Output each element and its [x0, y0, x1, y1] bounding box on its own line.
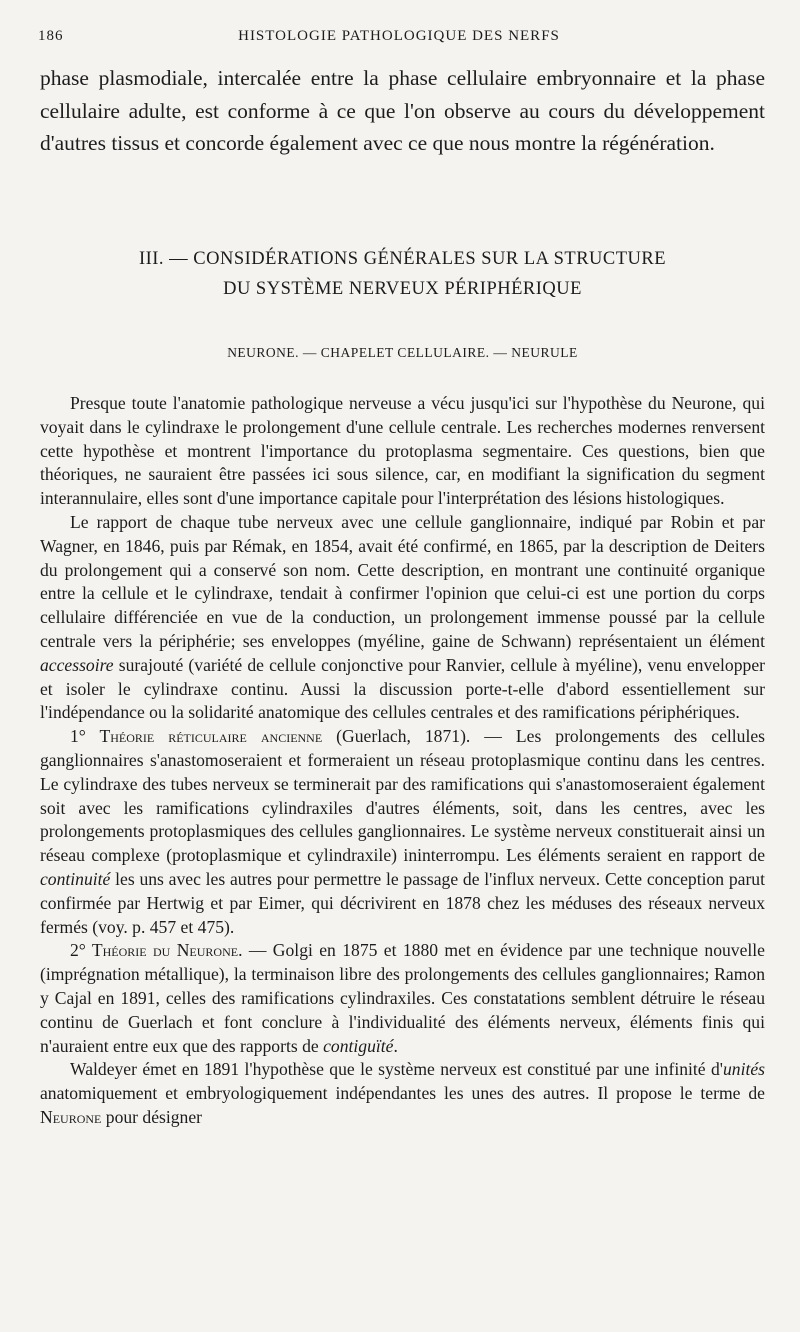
- paragraph-3-text-b: les uns avec les autres pour permettre le passage de l'influx nerveux. Cette conception parut confirmée par Hertwig et par Eimer, qui décrivirent en 1878 chez les méduses des réseaux nerveux fermés (voy. p. 457 et 475).: [40, 868, 765, 937]
- paragraph-4-text-a: — Golgi en 1875 et 1880 met en évidence par une technique nouvelle (imprégnation métallique), la terminaison libre des prolongements des cellules ganglionnaires; Ramon y Cajal en 1891, celles des ramifications cylindraxiles. Ces constatations semblent détruire le réseau continu de Guerlach et font conclure à l'individualité des éléments nerveux, éléments finis qui n'auraient entre eux que des rapports de: [40, 940, 765, 1056]
- paragraph-5-smallcaps: Neurone: [40, 1106, 102, 1127]
- paragraph-5-text-c: pour désigner: [101, 1106, 203, 1127]
- section-title-line-1: III. — CONSIDÉRATIONS GÉNÉRALES SUR LA STRUCTURE: [138, 249, 667, 269]
- page-number: 186: [38, 28, 64, 44]
- paragraph-5-text-a: Waldeyer émet en 1891 l'hypothèse que le système nerveux est constitué par une infinité d': [70, 1059, 723, 1080]
- paragraph-1-text: Presque toute l'anatomie pathologique nerveuse a vécu jusqu'ici sur l'hypothèse du Neurone, qui voyait dans le cylindraxe le prolongement d'une cellule centrale. Les recherches modernes renversent cette hypothèse et montrent l'importance du protoplasma segmentaire. Ces questions, bien que théoriques, ne sauraient être passées ici sous silence, car, en modifiant la signification du segment interannulaire, elles sont d'une importance capitale pour l'interprétation des lésions histologiques.: [40, 393, 765, 509]
- paragraph-1: [40, 392, 765, 511]
- paragraph-3-italic: continuité: [40, 868, 111, 889]
- paragraph-4-text-b: .: [393, 1035, 398, 1056]
- paragraph-2-text-b: surajouté (variété de cellule conjonctive pour Ranvier, cellule à myéline), venu envelopper et isoler le cylindraxe continu. Aussi la discussion porte-t-elle d'abord essentiellement sur l'indépendance ou la solidarité anatomique des cellules centrales et des ramifications périphériques.: [40, 654, 765, 723]
- body-text: [40, 392, 765, 1130]
- intro-paragraph: [40, 62, 765, 160]
- paragraph-4-italic: contiguïté: [323, 1035, 394, 1056]
- paragraph-3: [40, 725, 765, 939]
- paragraph-2-italic: accessoire: [40, 654, 114, 675]
- paragraph-3-label: 1° Théorie réticulaire ancienne: [70, 726, 323, 747]
- paragraph-2: [40, 511, 765, 725]
- paragraph-4-label: 2° Théorie du Neurone.: [70, 940, 243, 961]
- paragraph-5-italic: unités: [722, 1059, 765, 1080]
- paragraph-4: [40, 939, 765, 1058]
- paragraph-5-text-b: anatomiquement et embryologiquement indépendantes les unes des autres. Il propose le terme de: [40, 1083, 765, 1104]
- section-title-line-2: DU SYSTÈME NERVEUX PÉRIPHÉRIQUE: [223, 279, 582, 299]
- running-header: [38, 28, 760, 52]
- section-subheading: NEURONE. — CHAPELET CELLULAIRE. — NEURULE: [227, 345, 578, 360]
- running-title: HISTOLOGIE PATHOLOGIQUE DES NERFS: [238, 28, 560, 44]
- paragraph-3-text-a: (Guerlach, 1871). — Les prolongements des cellules ganglionnaires s'anastomoseraient et formeraient un réseau protoplasmique continu dans les centres. Le cylindraxe des tubes nerveux se terminerait par des ramifications qui s'anastomoseraient également soit avec les ramifications cylindraxiles d'autres éléments, soit, dans les centres, avec les prolongements protoplasmiques des cellules ganglionnaires. Le système nerveux constituerait ainsi un réseau complexe (protoplasmique et cylindraxile) ininterrompu. Les éléments seraient en rapport de: [40, 726, 765, 866]
- paragraph-2-text-a: Le rapport de chaque tube nerveux avec une cellule ganglionnaire, indiqué par Robin et par Wagner, en 1846, puis par Rémak, en 1854, avait été confirmé, en 1865, par la description de Deiters du prolongement qui a conservé son nom. Cette description, en montrant une continuité organique entre la cellule et le cylindraxe, tendait à confirmer l'opinion que celui-ci est une portion du corps cellulaire différenciée en vue de la conduction, un prolongement immense poussé par la cellule centrale vers la périphérie; ses enveloppes (myéline, gaine de Schwann) représentaient un élément: [40, 511, 765, 651]
- paragraph-5: [40, 1058, 765, 1129]
- intro-text: phase plasmodiale, intercalée entre la phase cellulaire embryonnaire et la phase cellulaire adulte, est conforme à ce que l'on observe au cours du développement d'autres tissus et concorde également avec ce que nous montre la régénération.: [40, 66, 765, 155]
- section-title: [40, 244, 765, 304]
